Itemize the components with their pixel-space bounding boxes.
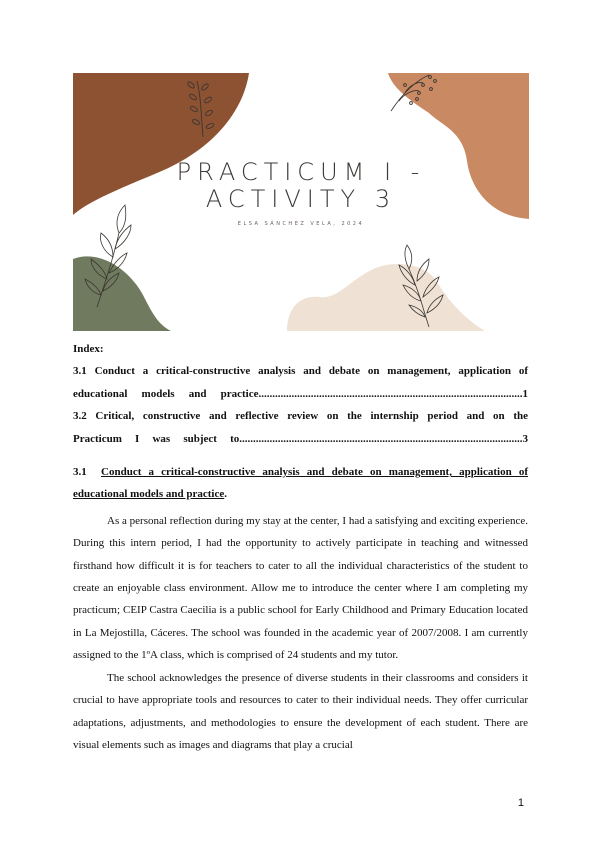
cover-subtitle: ELSA SÁNCHEZ VELA, 2024: [237, 221, 365, 227]
index-item-line: [73, 383, 528, 405]
section-heading-cont: [73, 483, 528, 505]
index-item-leader: ................................................................................................: [258, 387, 523, 400]
index-heading: Index:: [73, 343, 104, 355]
section-title-end: .: [224, 488, 227, 501]
index-item-title: Practicum I was subject to: [73, 432, 240, 445]
section-heading: [73, 461, 528, 483]
beige-shape: [287, 264, 485, 331]
section-title-cont: educational models and practice: [73, 488, 225, 501]
index-item[interactable]: [73, 360, 528, 405]
index-item[interactable]: [73, 405, 528, 450]
cover-title: [73, 159, 529, 213]
page-number: 1: [517, 797, 524, 809]
olive-shape: [73, 256, 171, 331]
index-item-title: educational models and practice: [73, 387, 259, 400]
cover-title-line2: ACTIVITY 3: [205, 185, 397, 213]
index-item-page: 1: [522, 387, 528, 400]
document-body: [73, 338, 528, 756]
paragraph: As a personal reflection during my stay at the center, I had a satisfying and exciting experience. During this intern period, I had the opportunity to actively participate in teaching and witnessed firsthand how difficult it is for teachers to cater to all the individual characteristics of the student to create an enjoyable class environment. Allow me to introduce the center where I am completing my practicum; CEIP Castra Caecilia is a public school for Early Childhood and Primary Education located in La Mejostilla, Cáceres. The school was founded in the academic year of 2007/2008. I am currently assigned to the 1ºA class, which is comprised of 24 students and my tutor.: [73, 514, 528, 662]
paragraph: The school acknowledges the presence of diverse students in their classrooms and considers it crucial to have appropriate tools and resources to cater to their individual needs. They offer curricular adaptations, adjustments, and methodologies to ensure the development of each student. There are visual elements such as images and diagrams that play a crucial: [73, 671, 528, 751]
cover-title-line1: PRACTICUM I -: [176, 158, 426, 186]
cover-image: [73, 73, 529, 331]
index-item-leader: .......................................................................................................: [239, 432, 523, 445]
spacer: [73, 450, 528, 461]
index-item-line: 3.2 Critical, constructive and reflective review on the internship period and on the: [73, 410, 528, 423]
section-number: 3.1: [73, 466, 87, 479]
index-item-line: 3.1 Conduct a critical-constructive analysis and debate on management, application of: [73, 365, 528, 378]
section-title: Conduct a critical-constructive analysis and debate on management, application of: [101, 466, 528, 479]
index-item-line: [73, 428, 528, 450]
index-item-page: 3: [522, 432, 528, 445]
